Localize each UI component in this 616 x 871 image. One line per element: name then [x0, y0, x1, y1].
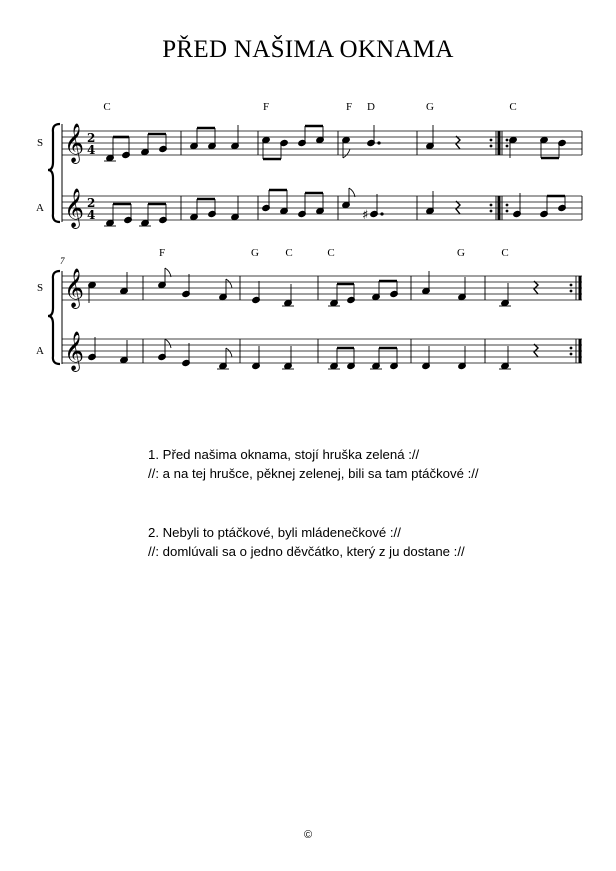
time-sig-numerator: 2: [87, 196, 96, 210]
chord-symbol: C: [327, 247, 335, 259]
notes-soprano-2: [88, 268, 538, 307]
staff-label-soprano: S: [36, 282, 44, 294]
lyric-line: //: domlúvali sa o jedno děvčátko, který z ju dostane ://: [148, 544, 465, 559]
time-sig-denominator: 4: [87, 208, 96, 222]
chord-symbol: C: [285, 247, 293, 259]
chord-symbol: F: [262, 101, 270, 113]
staff-label-alto: A: [36, 202, 44, 214]
chord-symbol: G: [251, 247, 259, 259]
staff-alto: [62, 339, 582, 363]
chord-symbol: C: [501, 247, 509, 259]
system-brace: [48, 271, 60, 364]
svg-text:♯: ♯: [362, 208, 369, 223]
barlines: [181, 131, 582, 220]
notes-alto-2: [88, 337, 538, 370]
notes-alto-1: [104, 188, 566, 227]
copyright-mark: ©: [303, 829, 313, 841]
chord-symbol: D: [367, 101, 375, 113]
staff-label-alto: A: [36, 345, 44, 357]
treble-clef-icon: 𝄞: [64, 268, 85, 308]
staff-soprano: [62, 131, 582, 155]
time-sig-denominator: 4: [87, 143, 96, 157]
system-1: [36, 101, 582, 229]
lyric-line: 2. Nebyli to ptáčkové, byli mládenečkové ://: [148, 525, 401, 540]
chord-symbol: C: [509, 101, 517, 113]
time-sig-numerator: 2: [87, 131, 96, 145]
chord-symbol: F: [158, 247, 166, 259]
staff-label-soprano: S: [36, 137, 44, 149]
system-brace: [48, 124, 60, 222]
treble-clef-icon: 𝄞: [64, 188, 85, 228]
end-repeat-sign: [570, 276, 580, 363]
lyric-line: 1. Před našima oknama, stojí hruška zelená ://: [148, 447, 420, 462]
system-2: [36, 247, 582, 372]
barlines: [143, 276, 485, 363]
treble-clef-icon: 𝄞: [64, 331, 85, 371]
chord-symbol: F: [345, 101, 353, 113]
lyric-line: //: a na tej hrušce, pěknej zelenej, bili sa tam ptáčkové ://: [148, 466, 479, 481]
treble-clef-icon: 𝄞: [64, 123, 85, 163]
verse-1: [148, 445, 479, 483]
repeat-sign: [490, 131, 509, 220]
sheet-music: [0, 0, 616, 420]
verse-2: [148, 523, 465, 561]
chord-symbol: C: [103, 101, 111, 113]
measure-number: 7: [60, 256, 65, 266]
chord-symbol: G: [426, 101, 434, 113]
chord-symbol: G: [457, 247, 465, 259]
staff-soprano: [62, 276, 582, 300]
song-title: PŘED NAŠIMA OKNAMA: [162, 36, 454, 63]
